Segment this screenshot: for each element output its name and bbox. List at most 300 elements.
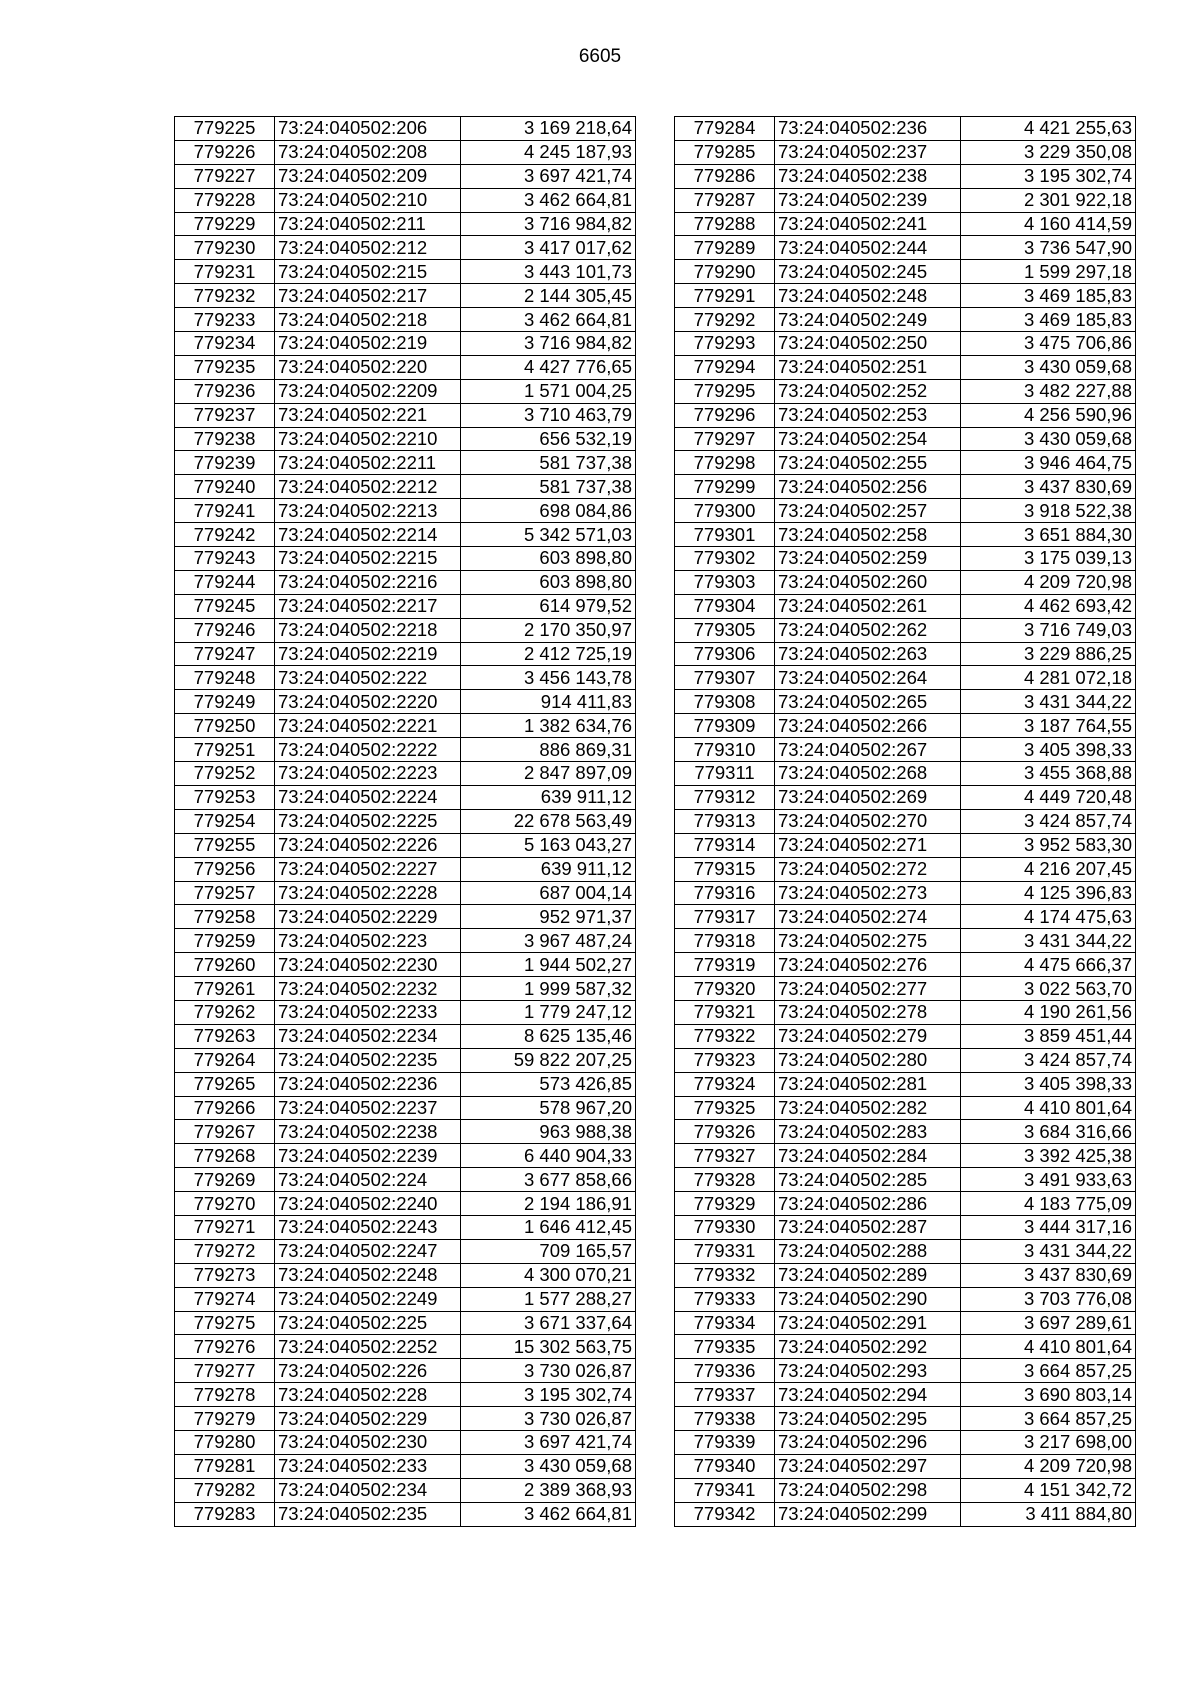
record-number-cell: 779240 (175, 475, 275, 499)
cadastral-value-cell: 4 410 801,64 (961, 1096, 1136, 1120)
cadastral-value-cell: 3 229 350,08 (961, 140, 1136, 164)
cadastral-number-cell: 73:24:040502:219 (275, 332, 461, 356)
cadastral-number-cell: 73:24:040502:210 (275, 188, 461, 212)
table-row (175, 1263, 636, 1287)
cadastral-number-cell: 73:24:040502:212 (275, 236, 461, 260)
table-row (675, 1502, 1136, 1526)
table-row (675, 690, 1136, 714)
record-number-cell: 779276 (175, 1335, 275, 1359)
table-row (175, 570, 636, 594)
cadastral-number-cell: 73:24:040502:230 (275, 1430, 461, 1454)
record-number-cell: 779282 (175, 1478, 275, 1502)
cadastral-number-cell: 73:24:040502:2239 (275, 1144, 461, 1168)
table-row (175, 929, 636, 953)
cadastral-number-cell: 73:24:040502:215 (275, 260, 461, 284)
table-row (175, 1407, 636, 1431)
cadastral-value-cell: 3 430 059,68 (961, 427, 1136, 451)
table-row (175, 140, 636, 164)
cadastral-value-cell: 3 716 984,82 (461, 212, 636, 236)
table-row (175, 547, 636, 571)
cadastral-number-cell: 73:24:040502:285 (775, 1168, 961, 1192)
cadastral-number-cell: 73:24:040502:209 (275, 164, 461, 188)
table-row (175, 451, 636, 475)
record-number-cell: 779323 (675, 1048, 775, 1072)
cadastral-value-cell: 4 216 207,45 (961, 857, 1136, 881)
cadastral-value-cell: 4 300 070,21 (461, 1263, 636, 1287)
record-number-cell: 779306 (675, 642, 775, 666)
record-number-cell: 779267 (175, 1120, 275, 1144)
cadastral-value-cell: 4 151 342,72 (961, 1478, 1136, 1502)
cadastral-value-cell: 3 405 398,33 (961, 738, 1136, 762)
cadastral-number-cell: 73:24:040502:250 (775, 332, 961, 356)
cadastral-number-cell: 73:24:040502:253 (775, 403, 961, 427)
cadastral-value-cell: 3 444 317,16 (961, 1215, 1136, 1239)
record-number-cell: 779274 (175, 1287, 275, 1311)
cadastral-number-cell: 73:24:040502:2249 (275, 1287, 461, 1311)
cadastral-number-cell: 73:24:040502:251 (775, 355, 961, 379)
record-number-cell: 779335 (675, 1335, 775, 1359)
record-number-cell: 779271 (175, 1215, 275, 1239)
cadastral-number-cell: 73:24:040502:284 (775, 1144, 961, 1168)
cadastral-number-cell: 73:24:040502:233 (275, 1454, 461, 1478)
cadastral-value-cell: 3 462 664,81 (461, 1502, 636, 1526)
cadastral-number-cell: 73:24:040502:293 (775, 1359, 961, 1383)
cadastral-value-cell: 2 144 305,45 (461, 284, 636, 308)
cadastral-number-cell: 73:24:040502:258 (775, 523, 961, 547)
register-table-right-body (675, 117, 1136, 1527)
cadastral-value-cell: 3 946 464,75 (961, 451, 1136, 475)
record-number-cell: 779265 (175, 1072, 275, 1096)
table-row (175, 1192, 636, 1216)
record-number-cell: 779288 (675, 212, 775, 236)
table-row (675, 451, 1136, 475)
cadastral-value-cell: 3 431 344,22 (961, 929, 1136, 953)
cadastral-value-cell: 639 911,12 (461, 857, 636, 881)
record-number-cell: 779248 (175, 666, 275, 690)
table-row (675, 1072, 1136, 1096)
record-number-cell: 779324 (675, 1072, 775, 1096)
table-row (675, 594, 1136, 618)
table-row (675, 379, 1136, 403)
record-number-cell: 779292 (675, 308, 775, 332)
cadastral-value-cell: 3 424 857,74 (961, 809, 1136, 833)
table-row (675, 977, 1136, 1001)
table-row (675, 117, 1136, 141)
cadastral-value-cell: 3 411 884,80 (961, 1502, 1136, 1526)
cadastral-value-cell: 1 599 297,18 (961, 260, 1136, 284)
record-number-cell: 779320 (675, 977, 775, 1001)
table-row (675, 1096, 1136, 1120)
record-number-cell: 779333 (675, 1287, 775, 1311)
record-number-cell: 779264 (175, 1048, 275, 1072)
cadastral-value-cell: 5 163 043,27 (461, 833, 636, 857)
record-number-cell: 779329 (675, 1192, 775, 1216)
record-number-cell: 779249 (175, 690, 275, 714)
cadastral-number-cell: 73:24:040502:222 (275, 666, 461, 690)
record-number-cell: 779266 (175, 1096, 275, 1120)
cadastral-number-cell: 73:24:040502:237 (775, 140, 961, 164)
cadastral-number-cell: 73:24:040502:274 (775, 905, 961, 929)
cadastral-value-cell: 4 256 590,96 (961, 403, 1136, 427)
cadastral-number-cell: 73:24:040502:289 (775, 1263, 961, 1287)
table-row (175, 1287, 636, 1311)
table-row (675, 1478, 1136, 1502)
cadastral-number-cell: 73:24:040502:265 (775, 690, 961, 714)
table-row (675, 1287, 1136, 1311)
cadastral-value-cell: 3 195 302,74 (461, 1383, 636, 1407)
table-row (675, 355, 1136, 379)
cadastral-value-cell: 952 971,37 (461, 905, 636, 929)
table-row (175, 1454, 636, 1478)
record-number-cell: 779321 (675, 1000, 775, 1024)
cadastral-number-cell: 73:24:040502:223 (275, 929, 461, 953)
cadastral-number-cell: 73:24:040502:267 (775, 738, 961, 762)
table-row (175, 1359, 636, 1383)
record-number-cell: 779277 (175, 1359, 275, 1383)
table-row (675, 1454, 1136, 1478)
cadastral-value-cell: 573 426,85 (461, 1072, 636, 1096)
table-row (175, 1335, 636, 1359)
cadastral-value-cell: 3 952 583,30 (961, 833, 1136, 857)
record-number-cell: 779268 (175, 1144, 275, 1168)
cadastral-value-cell: 3 169 218,64 (461, 117, 636, 141)
cadastral-number-cell: 73:24:040502:252 (775, 379, 961, 403)
cadastral-number-cell: 73:24:040502:2214 (275, 523, 461, 547)
cadastral-value-cell: 1 779 247,12 (461, 1000, 636, 1024)
cadastral-value-cell: 687 004,14 (461, 881, 636, 905)
cadastral-number-cell: 73:24:040502:241 (775, 212, 961, 236)
record-number-cell: 779272 (175, 1239, 275, 1263)
table-row (675, 1383, 1136, 1407)
cadastral-number-cell: 73:24:040502:220 (275, 355, 461, 379)
table-row (175, 833, 636, 857)
cadastral-number-cell: 73:24:040502:2237 (275, 1096, 461, 1120)
cadastral-number-cell: 73:24:040502:206 (275, 117, 461, 141)
cadastral-number-cell: 73:24:040502:2209 (275, 379, 461, 403)
cadastral-number-cell: 73:24:040502:299 (775, 1502, 961, 1526)
record-number-cell: 779233 (175, 308, 275, 332)
cadastral-value-cell: 581 737,38 (461, 451, 636, 475)
table-row (175, 905, 636, 929)
cadastral-value-cell: 4 410 801,64 (961, 1335, 1136, 1359)
cadastral-number-cell: 73:24:040502:2229 (275, 905, 461, 929)
cadastral-number-cell: 73:24:040502:228 (275, 1383, 461, 1407)
record-number-cell: 779301 (675, 523, 775, 547)
cadastral-value-cell: 639 911,12 (461, 785, 636, 809)
table-row (175, 1478, 636, 1502)
table-row (675, 236, 1136, 260)
record-number-cell: 779237 (175, 403, 275, 427)
table-row (675, 260, 1136, 284)
cadastral-value-cell: 3 697 421,74 (461, 164, 636, 188)
table-row (175, 1311, 636, 1335)
record-number-cell: 779236 (175, 379, 275, 403)
record-number-cell: 779327 (675, 1144, 775, 1168)
table-row (675, 618, 1136, 642)
cadastral-value-cell: 1 999 587,32 (461, 977, 636, 1001)
table-row (175, 690, 636, 714)
cadastral-value-cell: 3 175 039,13 (961, 547, 1136, 571)
table-row (175, 953, 636, 977)
cadastral-number-cell: 73:24:040502:238 (775, 164, 961, 188)
cadastral-value-cell: 3 417 017,62 (461, 236, 636, 260)
cadastral-value-cell: 3 967 487,24 (461, 929, 636, 953)
cadastral-number-cell: 73:24:040502:225 (275, 1311, 461, 1335)
cadastral-number-cell: 73:24:040502:2233 (275, 1000, 461, 1024)
record-number-cell: 779339 (675, 1430, 775, 1454)
table-row (175, 1239, 636, 1263)
cadastral-value-cell: 4 209 720,98 (961, 1454, 1136, 1478)
table-row (175, 1383, 636, 1407)
cadastral-value-cell: 3 716 984,82 (461, 332, 636, 356)
record-number-cell: 779228 (175, 188, 275, 212)
record-number-cell: 779319 (675, 953, 775, 977)
cadastral-value-cell: 4 281 072,18 (961, 666, 1136, 690)
table-row (675, 284, 1136, 308)
cadastral-number-cell: 73:24:040502:248 (775, 284, 961, 308)
cadastral-value-cell: 2 194 186,91 (461, 1192, 636, 1216)
cadastral-number-cell: 73:24:040502:2228 (275, 881, 461, 905)
table-row (175, 1096, 636, 1120)
record-number-cell: 779275 (175, 1311, 275, 1335)
cadastral-number-cell: 73:24:040502:281 (775, 1072, 961, 1096)
cadastral-value-cell: 3 690 803,14 (961, 1383, 1136, 1407)
cadastral-value-cell: 3 437 830,69 (961, 475, 1136, 499)
table-row (675, 427, 1136, 451)
table-row (675, 905, 1136, 929)
cadastral-number-cell: 73:24:040502:226 (275, 1359, 461, 1383)
cadastral-number-cell: 73:24:040502:249 (775, 308, 961, 332)
record-number-cell: 779303 (675, 570, 775, 594)
cadastral-value-cell: 709 165,57 (461, 1239, 636, 1263)
cadastral-value-cell: 656 532,19 (461, 427, 636, 451)
table-row (675, 1430, 1136, 1454)
cadastral-value-cell: 3 703 776,08 (961, 1287, 1136, 1311)
table-row (175, 117, 636, 141)
table-row (675, 188, 1136, 212)
cadastral-value-cell: 3 469 185,83 (961, 308, 1136, 332)
record-number-cell: 779325 (675, 1096, 775, 1120)
record-number-cell: 779302 (675, 547, 775, 571)
cadastral-number-cell: 73:24:040502:2224 (275, 785, 461, 809)
table-row (175, 738, 636, 762)
cadastral-value-cell: 3 491 933,63 (961, 1168, 1136, 1192)
table-row (675, 1048, 1136, 1072)
cadastral-number-cell: 73:24:040502:2223 (275, 762, 461, 786)
cadastral-value-cell: 4 190 261,56 (961, 1000, 1136, 1024)
cadastral-number-cell: 73:24:040502:262 (775, 618, 961, 642)
record-number-cell: 779338 (675, 1407, 775, 1431)
record-number-cell: 779336 (675, 1359, 775, 1383)
cadastral-value-cell: 3 431 344,22 (961, 1239, 1136, 1263)
table-row (675, 714, 1136, 738)
table-row (675, 833, 1136, 857)
cadastral-value-cell: 963 988,38 (461, 1120, 636, 1144)
cadastral-number-cell: 73:24:040502:2211 (275, 451, 461, 475)
table-row (175, 1024, 636, 1048)
record-number-cell: 779291 (675, 284, 775, 308)
cadastral-number-cell: 73:24:040502:2210 (275, 427, 461, 451)
cadastral-number-cell: 73:24:040502:2226 (275, 833, 461, 857)
record-number-cell: 779308 (675, 690, 775, 714)
cadastral-number-cell: 73:24:040502:272 (775, 857, 961, 881)
cadastral-value-cell: 1 571 004,25 (461, 379, 636, 403)
cadastral-value-cell: 3 456 143,78 (461, 666, 636, 690)
cadastral-value-cell: 5 342 571,03 (461, 523, 636, 547)
cadastral-number-cell: 73:24:040502:286 (775, 1192, 961, 1216)
cadastral-value-cell: 603 898,80 (461, 547, 636, 571)
cadastral-value-cell: 3 475 706,86 (961, 332, 1136, 356)
cadastral-number-cell: 73:24:040502:2215 (275, 547, 461, 571)
record-number-cell: 779255 (175, 833, 275, 857)
record-number-cell: 779278 (175, 1383, 275, 1407)
record-number-cell: 779322 (675, 1024, 775, 1048)
cadastral-number-cell: 73:24:040502:236 (775, 117, 961, 141)
table-row (175, 379, 636, 403)
table-row (675, 1120, 1136, 1144)
table-row (675, 1192, 1136, 1216)
record-number-cell: 779342 (675, 1502, 775, 1526)
table-row (675, 1335, 1136, 1359)
record-number-cell: 779285 (675, 140, 775, 164)
table-row (175, 1215, 636, 1239)
table-row (675, 403, 1136, 427)
record-number-cell: 779298 (675, 451, 775, 475)
record-number-cell: 779253 (175, 785, 275, 809)
cadastral-value-cell: 4 462 693,42 (961, 594, 1136, 618)
table-row (675, 1239, 1136, 1263)
table-row (675, 212, 1136, 236)
cadastral-number-cell: 73:24:040502:217 (275, 284, 461, 308)
table-row (675, 1215, 1136, 1239)
record-number-cell: 779334 (675, 1311, 775, 1335)
cadastral-value-cell: 3 664 857,25 (961, 1407, 1136, 1431)
record-number-cell: 779257 (175, 881, 275, 905)
table-row (675, 1024, 1136, 1048)
cadastral-number-cell: 73:24:040502:288 (775, 1239, 961, 1263)
record-number-cell: 779299 (675, 475, 775, 499)
cadastral-value-cell: 4 475 666,37 (961, 953, 1136, 977)
table-row (675, 308, 1136, 332)
cadastral-number-cell: 73:24:040502:276 (775, 953, 961, 977)
table-row (675, 929, 1136, 953)
cadastral-value-cell: 614 979,52 (461, 594, 636, 618)
cadastral-number-cell: 73:24:040502:2216 (275, 570, 461, 594)
cadastral-value-cell: 4 245 187,93 (461, 140, 636, 164)
table-row (675, 1168, 1136, 1192)
cadastral-value-cell: 3 664 857,25 (961, 1359, 1136, 1383)
cadastral-value-cell: 1 577 288,27 (461, 1287, 636, 1311)
record-number-cell: 779247 (175, 642, 275, 666)
cadastral-value-cell: 2 301 922,18 (961, 188, 1136, 212)
table-row (175, 857, 636, 881)
table-row (175, 785, 636, 809)
table-row (175, 594, 636, 618)
table-row (675, 881, 1136, 905)
table-row (175, 1144, 636, 1168)
cadastral-number-cell: 73:24:040502:260 (775, 570, 961, 594)
cadastral-value-cell: 3 469 185,83 (961, 284, 1136, 308)
cadastral-number-cell: 73:24:040502:2248 (275, 1263, 461, 1287)
table-row (675, 475, 1136, 499)
cadastral-value-cell: 3 431 344,22 (961, 690, 1136, 714)
record-number-cell: 779318 (675, 929, 775, 953)
cadastral-value-cell: 3 716 749,03 (961, 618, 1136, 642)
record-number-cell: 779295 (675, 379, 775, 403)
cadastral-number-cell: 73:24:040502:2243 (275, 1215, 461, 1239)
cadastral-value-cell: 578 967,20 (461, 1096, 636, 1120)
cadastral-value-cell: 3 392 425,38 (961, 1144, 1136, 1168)
cadastral-number-cell: 73:24:040502:2225 (275, 809, 461, 833)
cadastral-number-cell: 73:24:040502:254 (775, 427, 961, 451)
cadastral-number-cell: 73:24:040502:2238 (275, 1120, 461, 1144)
record-number-cell: 779234 (175, 332, 275, 356)
table-row (675, 1407, 1136, 1431)
record-number-cell: 779317 (675, 905, 775, 929)
cadastral-value-cell: 2 847 897,09 (461, 762, 636, 786)
cadastral-number-cell: 73:24:040502:208 (275, 140, 461, 164)
table-row (175, 666, 636, 690)
record-number-cell: 779242 (175, 523, 275, 547)
register-table-left-body (175, 117, 636, 1527)
table-row (675, 1000, 1136, 1024)
record-number-cell: 779269 (175, 1168, 275, 1192)
cadastral-value-cell: 3 859 451,44 (961, 1024, 1136, 1048)
cadastral-value-cell: 4 183 775,09 (961, 1192, 1136, 1216)
cadastral-number-cell: 73:24:040502:2234 (275, 1024, 461, 1048)
cadastral-number-cell: 73:24:040502:271 (775, 833, 961, 857)
cadastral-number-cell: 73:24:040502:261 (775, 594, 961, 618)
record-number-cell: 779309 (675, 714, 775, 738)
cadastral-number-cell: 73:24:040502:273 (775, 881, 961, 905)
table-row (175, 403, 636, 427)
cadastral-number-cell: 73:24:040502:224 (275, 1168, 461, 1192)
table-row (175, 355, 636, 379)
record-number-cell: 779284 (675, 117, 775, 141)
record-number-cell: 779250 (175, 714, 275, 738)
cadastral-number-cell: 73:24:040502:297 (775, 1454, 961, 1478)
cadastral-value-cell: 22 678 563,49 (461, 809, 636, 833)
cadastral-number-cell: 73:24:040502:270 (775, 809, 961, 833)
cadastral-number-cell: 73:24:040502:2213 (275, 499, 461, 523)
table-row (175, 1502, 636, 1526)
table-row (675, 140, 1136, 164)
record-number-cell: 779260 (175, 953, 275, 977)
cadastral-number-cell: 73:24:040502:268 (775, 762, 961, 786)
cadastral-number-cell: 73:24:040502:2220 (275, 690, 461, 714)
cadastral-value-cell: 3 430 059,68 (461, 1454, 636, 1478)
cadastral-value-cell: 3 462 664,81 (461, 308, 636, 332)
cadastral-number-cell: 73:24:040502:229 (275, 1407, 461, 1431)
record-number-cell: 779245 (175, 594, 275, 618)
cadastral-value-cell: 3 455 368,88 (961, 762, 1136, 786)
table-row (175, 284, 636, 308)
table-row (175, 618, 636, 642)
table-row (175, 236, 636, 260)
cadastral-value-cell: 3 677 858,66 (461, 1168, 636, 1192)
cadastral-value-cell: 3 424 857,74 (961, 1048, 1136, 1072)
record-number-cell: 779246 (175, 618, 275, 642)
record-number-cell: 779315 (675, 857, 775, 881)
cadastral-value-cell: 4 449 720,48 (961, 785, 1136, 809)
cadastral-number-cell: 73:24:040502:294 (775, 1383, 961, 1407)
cadastral-number-cell: 73:24:040502:2221 (275, 714, 461, 738)
cadastral-value-cell: 4 209 720,98 (961, 570, 1136, 594)
table-row (175, 475, 636, 499)
cadastral-number-cell: 73:24:040502:280 (775, 1048, 961, 1072)
record-number-cell: 779256 (175, 857, 275, 881)
cadastral-value-cell: 3 430 059,68 (961, 355, 1136, 379)
